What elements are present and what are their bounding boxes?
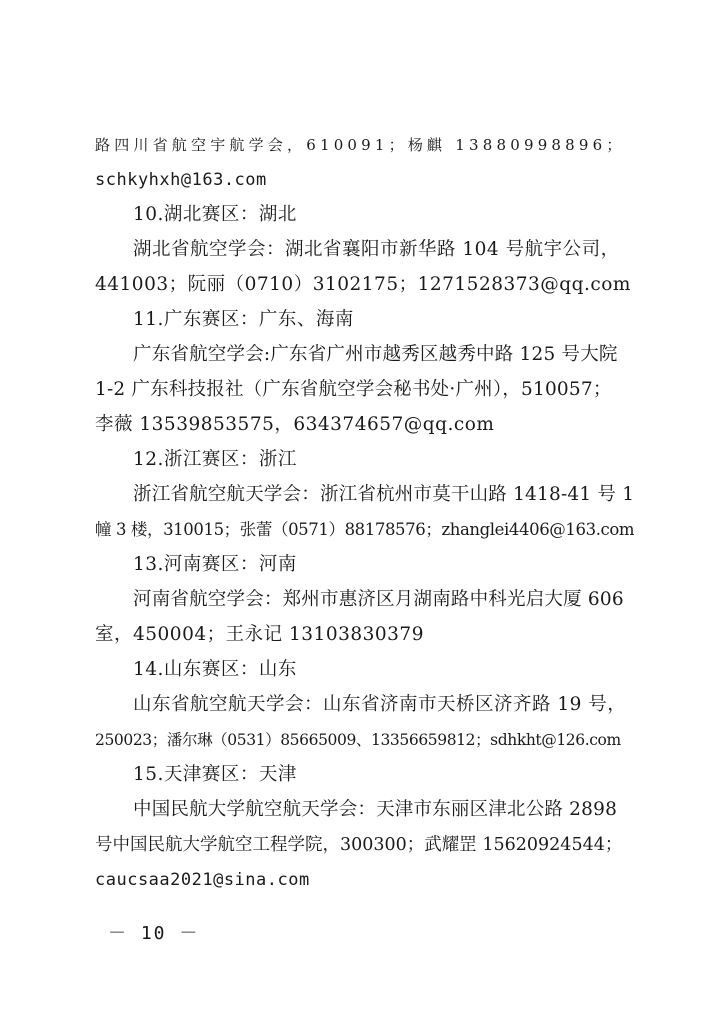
section-heading: 11.广东赛区：广东、海南 <box>133 309 354 330</box>
text-line: caucsaa2021@sina.com <box>95 870 310 890</box>
text-line: 号中国民航大学航空工程学院，300300；武耀罡 15620924544； <box>95 835 623 855</box>
text-line: 1-2 广东科技报社（广东省航空学会秘书处·广州），510057； <box>95 379 612 400</box>
text-line: 路四川省航空宇航学会，610091；杨麒 13880998896； <box>95 136 626 154</box>
section-heading: 12.浙江赛区：浙江 <box>133 449 297 470</box>
text-line: 250023；潘尔琳（0531）85665009、13356659812；sdhkht@126.com <box>95 731 621 749</box>
text-line: 山东省航空航天学会：山东省济南市天桥区济齐路 19 号， <box>133 694 627 715</box>
text-line: 室，450004；王永记 13103830379 <box>95 624 424 645</box>
text-line: 广东省航空学会:广东省广州市越秀区越秀中路 125 号大院 <box>133 344 618 365</box>
section-heading: 10.湖北赛区：湖北 <box>133 204 297 225</box>
text-line: 河南省航空学会：郑州市惠济区月湖南路中科光启大厦 606 <box>133 589 624 610</box>
text-line: 幢 3 楼，310015；张蕾（0571）88178576；zhanglei4406@163.com <box>95 520 635 539</box>
text-line: 湖北省航空学会：湖北省襄阳市新华路 104 号航宇公司， <box>133 239 620 260</box>
text-line: 441003；阮丽（0710）3102175；1271528373@qq.com <box>95 274 631 295</box>
text-line: 李薇 13539853575，634374657@qq.com <box>95 414 495 435</box>
section-heading: 15.天津赛区：天津 <box>133 764 297 785</box>
section-heading: 14.山东赛区：山东 <box>133 659 297 680</box>
text-line: schkyhxh@163.com <box>95 170 267 190</box>
page-number: － 10 － <box>108 923 200 944</box>
section-heading: 13.河南赛区：河南 <box>133 554 297 575</box>
text-line: 浙江省航空航天学会：浙江省杭州市莫干山路 1418-41 号 1 <box>133 484 635 505</box>
text-line: 中国民航大学航空航天学会：天津市东丽区津北公路 2898 <box>133 799 618 820</box>
